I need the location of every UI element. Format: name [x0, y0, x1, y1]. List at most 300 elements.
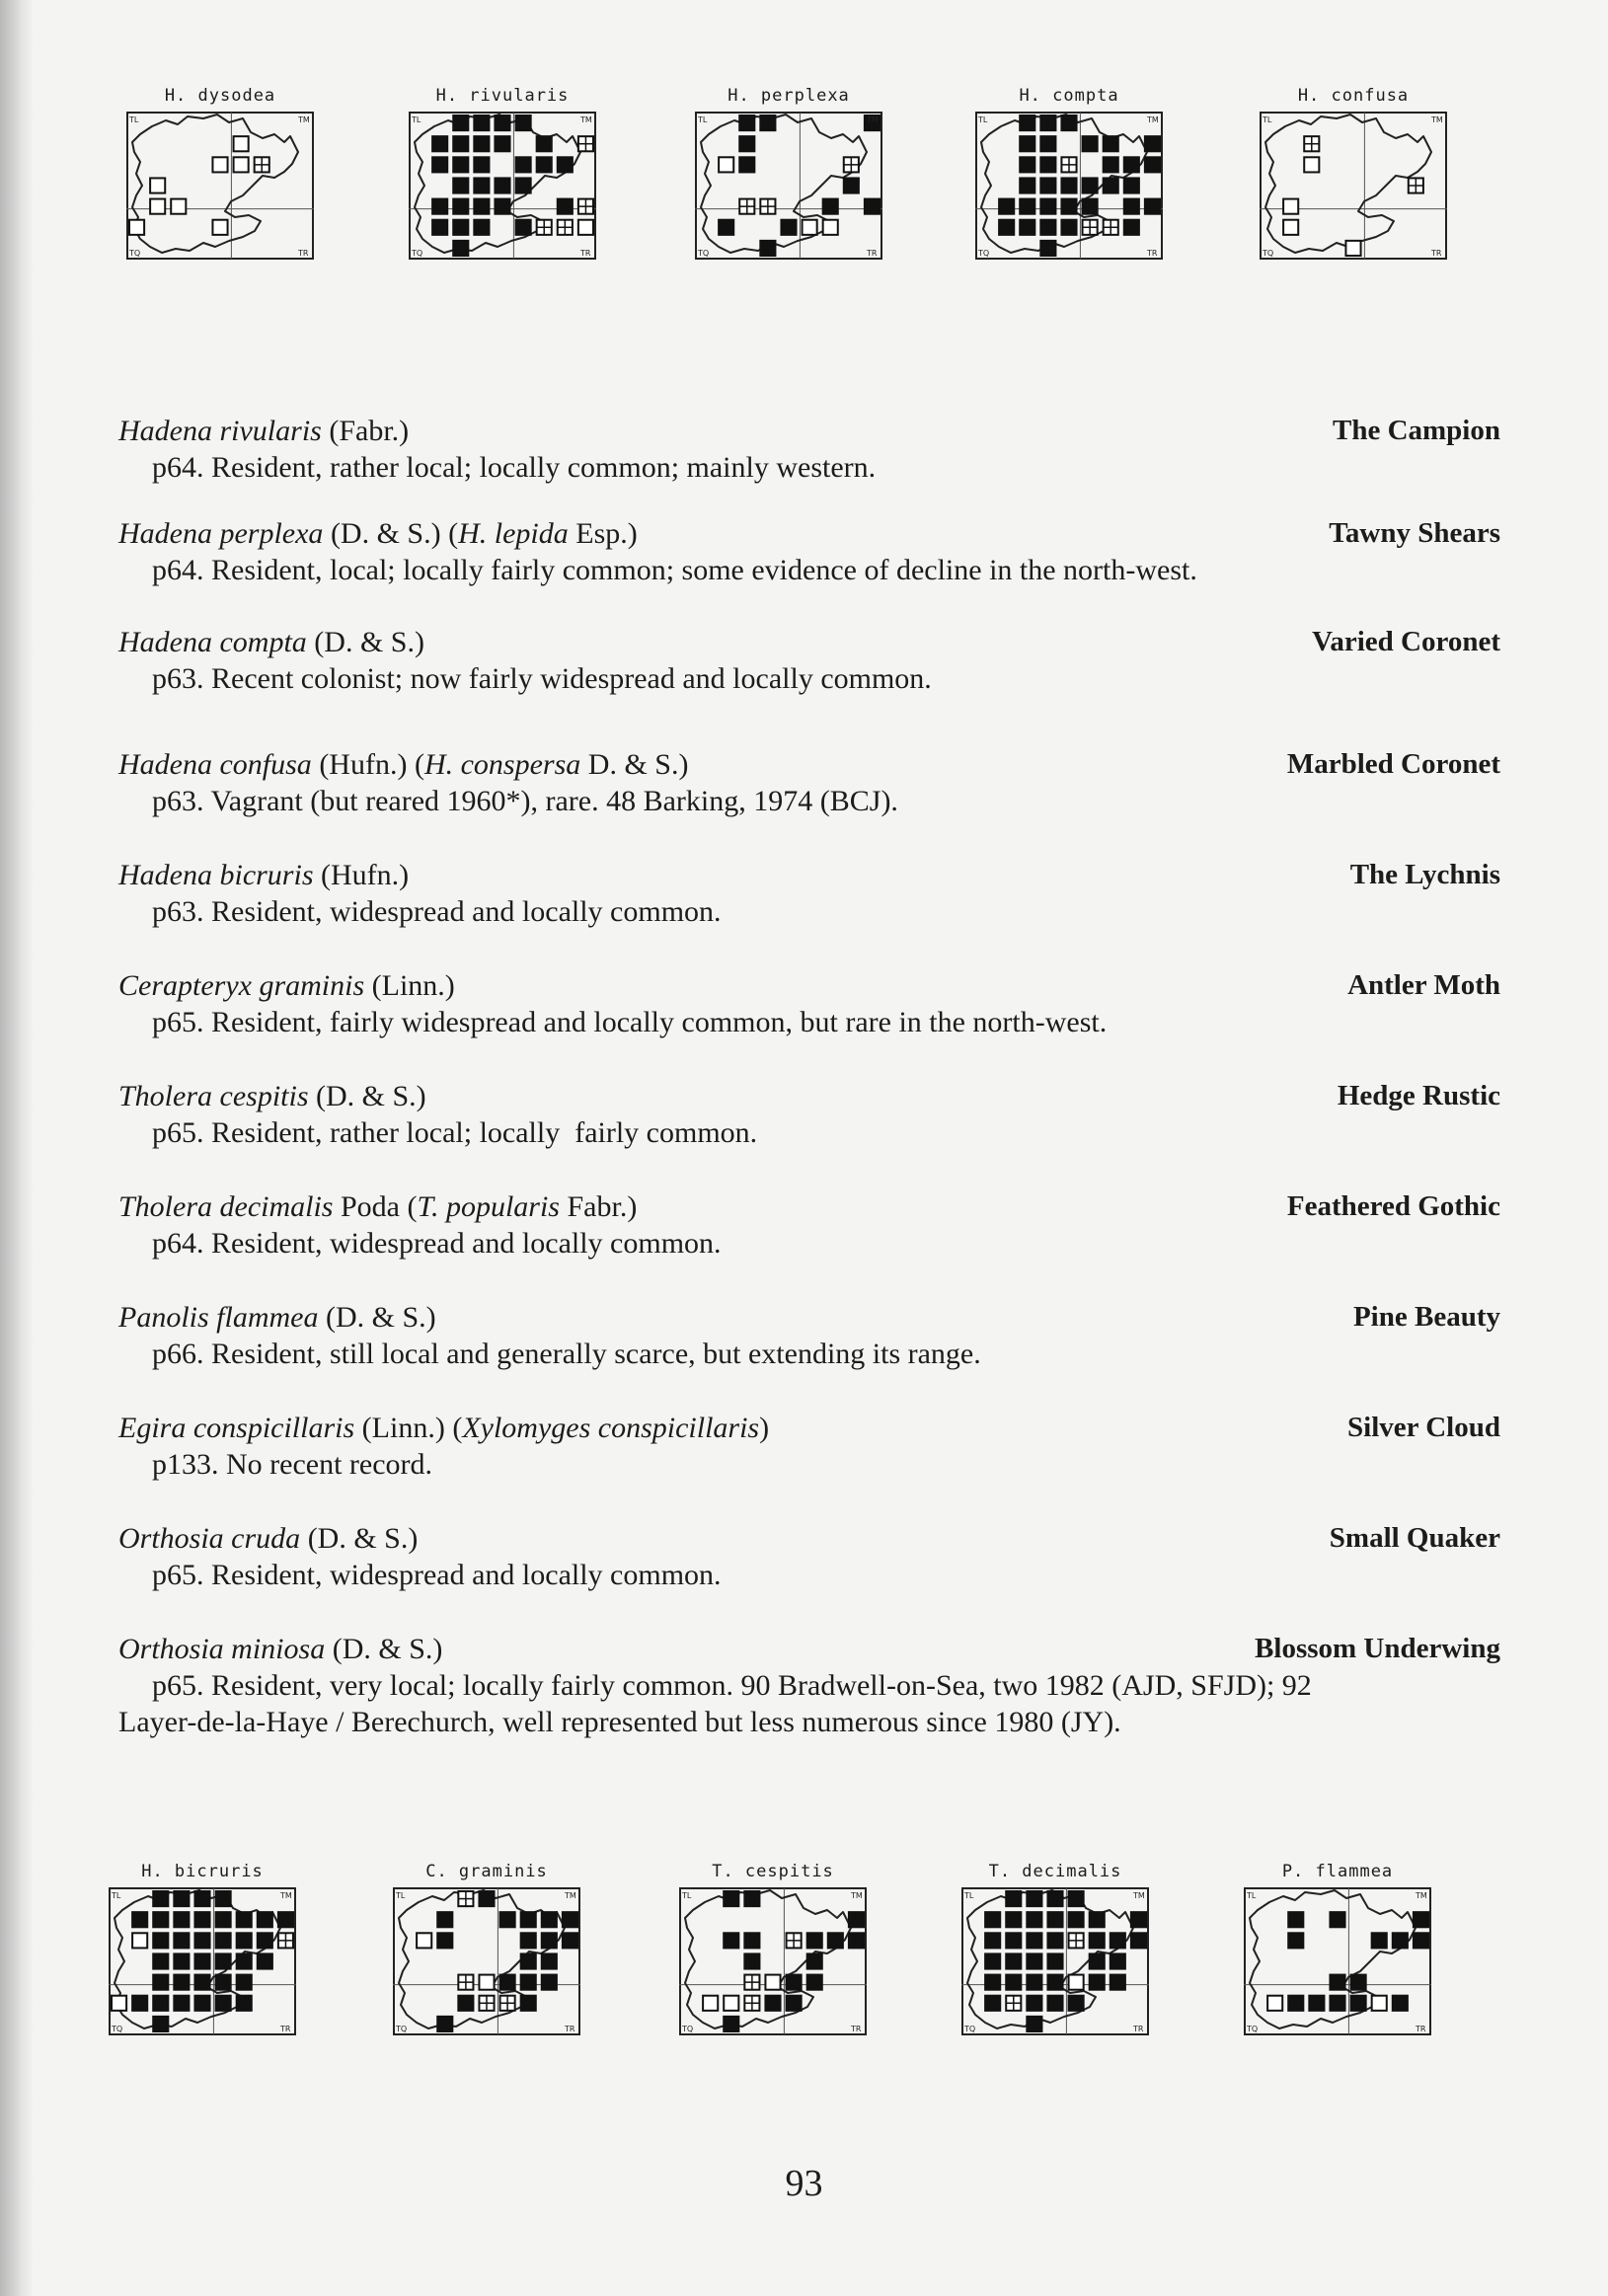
- record-square: [173, 1911, 190, 1928]
- record-square: [236, 1995, 253, 2012]
- record-square: [520, 1995, 537, 2012]
- synonym-open: (: [452, 1412, 463, 1444]
- record-square: [1082, 177, 1099, 193]
- old-record-square: [724, 1996, 738, 2011]
- map-title: H. dysodea: [164, 86, 276, 106]
- record-square: [452, 198, 469, 215]
- record-square: [499, 1911, 516, 1928]
- record-square: [1026, 1974, 1042, 1991]
- record-square: [1026, 2016, 1042, 2032]
- record-square: [1103, 177, 1119, 193]
- grid-square-label: TQ: [1247, 2025, 1259, 2033]
- record-square: [152, 1890, 169, 1907]
- grid-square-label: TQ: [412, 249, 423, 258]
- record-square: [1144, 156, 1161, 173]
- author-citation: (D. & S.): [306, 626, 424, 658]
- record-square: [1287, 1932, 1304, 1949]
- record-square: [478, 1890, 495, 1907]
- species-notes: p64. Resident, local; locally fairly common; some evidence of decline in the north-west.: [152, 554, 1197, 586]
- record-square: [738, 135, 755, 152]
- record-square: [452, 156, 469, 173]
- record-square: [1005, 1932, 1022, 1949]
- record-square: [436, 1932, 453, 1949]
- record-square: [1130, 1911, 1147, 1928]
- grid-square-label: TQ: [129, 249, 141, 258]
- common-name: Small Quaker: [1329, 1522, 1500, 1554]
- record-square: [1005, 1974, 1022, 1991]
- species-notes-continued: Layer-de-la-Haye / Berechurch, well represented but less numerous since 1980 (JY).: [118, 1706, 1121, 1738]
- species-heading: [118, 857, 1500, 893]
- species-entry: [118, 967, 1500, 1040]
- common-name: Hedge Rustic: [1337, 1080, 1500, 1111]
- record-square: [277, 1911, 294, 1928]
- author-citation: (Hufn.): [311, 748, 415, 781]
- record-square: [1110, 1932, 1126, 1949]
- grid-square-label: TR: [580, 249, 591, 258]
- scientific-name: Hadena compta: [118, 626, 307, 658]
- record-square: [473, 219, 490, 236]
- record-square: [1082, 135, 1099, 152]
- record-square: [984, 1952, 1001, 1969]
- common-name: Blossom Underwing: [1255, 1633, 1500, 1664]
- common-name: Antler Moth: [1347, 969, 1500, 1001]
- record-square: [1392, 1995, 1409, 2012]
- synonym-name: T. popularis: [417, 1190, 560, 1223]
- record-square: [1089, 1932, 1106, 1949]
- record-square: [494, 135, 510, 152]
- species-heading: [118, 1188, 1500, 1225]
- record-square: [152, 1932, 169, 1949]
- record-square: [473, 115, 490, 131]
- record-square: [473, 156, 490, 173]
- grid-square-label: TL: [412, 115, 421, 124]
- distribution-map: [1234, 1861, 1441, 2088]
- common-name: Pine Beauty: [1352, 1301, 1500, 1333]
- record-square: [1413, 1932, 1429, 1949]
- record-square: [173, 1890, 190, 1907]
- distribution-map: [399, 85, 606, 312]
- record-square: [152, 1995, 169, 2012]
- map-title: H. compta: [1019, 86, 1119, 106]
- old-record-square: [417, 1933, 431, 1948]
- record-square: [759, 240, 776, 257]
- page-number: 93: [785, 2163, 823, 2204]
- map-title: H. confusa: [1297, 86, 1410, 106]
- species-entry: [118, 1299, 1500, 1372]
- species-heading: [118, 1631, 1500, 1667]
- record-square: [1019, 177, 1035, 193]
- grid-square-label: TL: [1263, 115, 1272, 124]
- record-square: [1144, 198, 1161, 215]
- record-square: [215, 1911, 232, 1928]
- record-square: [431, 135, 448, 152]
- record-square: [452, 115, 469, 131]
- record-square: [743, 1932, 760, 1949]
- grid-square-label: TM: [851, 1891, 863, 1900]
- record-square: [1060, 219, 1077, 236]
- grid-square-label: TM: [1431, 115, 1443, 124]
- distribution-map: [965, 85, 1173, 312]
- record-square: [152, 1974, 169, 1991]
- map-graphic: [126, 111, 314, 308]
- grid-square-label: TL: [1247, 1891, 1257, 1900]
- record-square: [1103, 156, 1119, 173]
- species-notes: p65. Resident, rather local; locally fairly common.: [152, 1116, 758, 1149]
- species-list: [118, 413, 1500, 1740]
- grid-square-label: TQ: [112, 2025, 123, 2033]
- species-heading: [118, 624, 1500, 660]
- record-square: [152, 1911, 169, 1928]
- record-square: [723, 2016, 739, 2032]
- species-heading: [118, 746, 1500, 783]
- record-square: [520, 1974, 537, 1991]
- old-record-square: [171, 199, 186, 214]
- map-frame: [1245, 1888, 1430, 2034]
- record-square: [152, 2016, 169, 2032]
- record-square: [1005, 1911, 1022, 1928]
- record-square: [723, 1890, 739, 1907]
- author-citation: (Linn.): [364, 969, 455, 1002]
- synonym-author: D. & S.): [580, 748, 689, 781]
- record-square: [193, 1974, 210, 1991]
- record-square: [822, 198, 839, 215]
- record-square: [1060, 198, 1077, 215]
- record-square: [193, 1911, 210, 1928]
- record-square: [499, 1974, 516, 1991]
- record-square: [780, 219, 797, 236]
- old-record-square: [234, 157, 249, 172]
- record-square: [215, 1952, 232, 1969]
- map-graphic: [109, 1886, 296, 2084]
- record-square: [1123, 198, 1140, 215]
- synonym-author: Esp.): [568, 517, 638, 550]
- record-square: [1089, 1974, 1106, 1991]
- old-record-square: [578, 220, 593, 235]
- map-graphic: [695, 111, 882, 308]
- record-square: [562, 1932, 578, 1949]
- distribution-map: [99, 1861, 306, 2088]
- old-record-square: [1069, 1975, 1084, 1990]
- old-record-square: [479, 1975, 494, 1990]
- record-square: [1026, 1932, 1042, 1949]
- map-graphic: [1260, 111, 1447, 308]
- record-square: [1068, 1995, 1085, 2012]
- record-square: [193, 1890, 210, 1907]
- species-entry: [118, 624, 1500, 697]
- old-record-square: [132, 1933, 147, 1948]
- record-square: [998, 219, 1015, 236]
- grid-square-label: TM: [580, 115, 592, 124]
- author-citation: (Fabr.): [321, 415, 410, 447]
- record-square: [723, 1932, 739, 1949]
- synonym-open: (: [407, 1190, 418, 1223]
- scientific-name: Hadena confusa: [118, 748, 312, 781]
- record-square: [473, 177, 490, 193]
- species-heading: [118, 1299, 1500, 1336]
- grid-square-label: TR: [1147, 249, 1158, 258]
- record-square: [984, 1932, 1001, 1949]
- grid-square-label: TM: [867, 115, 879, 124]
- record-square: [494, 198, 510, 215]
- grid-square-label: TL: [112, 1891, 121, 1900]
- synonym-author: ): [759, 1412, 770, 1444]
- record-square: [1123, 156, 1140, 173]
- record-square: [1026, 1952, 1042, 1969]
- scientific-name: Hadena rivularis: [118, 415, 322, 447]
- species-heading: [118, 1078, 1500, 1114]
- map-graphic: [975, 111, 1163, 308]
- old-record-square: [719, 157, 733, 172]
- old-record-square: [1372, 1996, 1387, 2011]
- record-square: [1089, 1952, 1106, 1969]
- map-title: H. rivularis: [435, 86, 570, 106]
- record-square: [131, 1995, 148, 2012]
- record-square: [1019, 219, 1035, 236]
- record-square: [1103, 135, 1119, 152]
- grid-square-label: TQ: [682, 2025, 694, 2033]
- map-frame: [680, 1888, 866, 2034]
- author-citation: Poda: [333, 1190, 408, 1223]
- record-square: [864, 198, 881, 215]
- scientific-name: Hadena perplexa: [118, 517, 324, 550]
- record-square: [562, 1911, 578, 1928]
- record-square: [1005, 1890, 1022, 1907]
- record-square: [1123, 177, 1140, 193]
- record-square: [431, 156, 448, 173]
- record-square: [738, 115, 755, 131]
- record-square: [718, 219, 734, 236]
- grid-square-label: TM: [280, 1891, 292, 1900]
- map-graphic: [409, 111, 596, 308]
- record-square: [541, 1974, 558, 1991]
- species-entry: [118, 746, 1500, 819]
- record-square: [193, 1995, 210, 2012]
- grid-square-label: TL: [964, 1891, 974, 1900]
- record-square: [786, 1995, 803, 2012]
- record-square: [541, 1932, 558, 1949]
- map-graphic: [1244, 1886, 1431, 2084]
- record-square: [806, 1952, 823, 1969]
- grid-square-label: TM: [1416, 1891, 1427, 1900]
- record-square: [536, 135, 553, 152]
- record-square: [173, 1995, 190, 2012]
- map-graphic: [961, 1886, 1149, 2084]
- scientific-name: Cerapteryx graminis: [118, 969, 365, 1002]
- author-citation: (D. & S.): [318, 1301, 436, 1334]
- grid-square-label: TR: [867, 249, 878, 258]
- record-square: [1308, 1995, 1325, 2012]
- scientific-name: Panolis flammea: [118, 1301, 319, 1334]
- species-notes: p64. Resident, widespread and locally common.: [152, 1227, 722, 1260]
- record-square: [1019, 135, 1035, 152]
- scientific-name: Hadena bicruris: [118, 859, 314, 891]
- record-square: [173, 1974, 190, 1991]
- species-notes: p63. Vagrant (but reared 1960*), rare. 48 Barking, 1974 (BCJ).: [152, 785, 898, 817]
- record-square: [1082, 198, 1099, 215]
- author-citation: (D. & S.): [323, 517, 449, 550]
- species-notes: p133. No recent record.: [152, 1448, 433, 1481]
- grid-square-label: TR: [1431, 249, 1442, 258]
- synonym-open: (: [448, 517, 459, 550]
- author-citation: (Linn.): [354, 1412, 453, 1444]
- record-square: [257, 1911, 273, 1928]
- record-square: [215, 1890, 232, 1907]
- scientific-name: Orthosia miniosa: [118, 1633, 326, 1665]
- scientific-name: Tholera cespitis: [118, 1080, 309, 1112]
- old-record-square: [1304, 157, 1319, 172]
- record-square: [1039, 240, 1056, 257]
- record-square: [1350, 1995, 1367, 2012]
- record-square: [1039, 115, 1056, 131]
- record-square: [1130, 1932, 1147, 1949]
- map-title: T. decimalis: [988, 1862, 1122, 1881]
- record-square: [827, 1932, 844, 1949]
- record-square: [452, 177, 469, 193]
- map-title: C. graminis: [425, 1862, 548, 1881]
- common-name: Tawny Shears: [1329, 517, 1500, 549]
- species-notes: p64. Resident, rather local; locally common; mainly western.: [152, 451, 877, 484]
- old-record-square: [212, 157, 227, 172]
- record-square: [1329, 1995, 1345, 2012]
- record-square: [786, 1974, 803, 1991]
- common-name: Marbled Coronet: [1286, 748, 1500, 780]
- record-square: [452, 219, 469, 236]
- record-square: [1046, 1974, 1063, 1991]
- old-record-square: [212, 220, 227, 235]
- record-square: [452, 135, 469, 152]
- synonym-open: (: [414, 748, 424, 781]
- record-square: [1110, 1974, 1126, 1991]
- record-square: [152, 1952, 169, 1969]
- author-citation: (D. & S.): [325, 1633, 443, 1665]
- synonym-author: Fabr.): [559, 1190, 638, 1223]
- record-square: [541, 1911, 558, 1928]
- species-entry: [118, 1631, 1500, 1740]
- record-square: [494, 177, 510, 193]
- distribution-map: [1250, 85, 1457, 312]
- common-name: Varied Coronet: [1312, 626, 1500, 657]
- record-square: [806, 1974, 823, 1991]
- record-square: [1413, 1911, 1429, 1928]
- grid-square-label: TQ: [1263, 249, 1274, 258]
- record-square: [193, 1952, 210, 1969]
- record-square: [1123, 219, 1140, 236]
- record-square: [806, 1932, 823, 1949]
- record-square: [843, 177, 860, 193]
- record-square: [1046, 1932, 1063, 1949]
- record-square: [1329, 1974, 1345, 1991]
- record-square: [536, 156, 553, 173]
- synonym-name: Xylomyges conspicillaris: [462, 1412, 760, 1444]
- species-heading: [118, 413, 1500, 449]
- distribution-map: [383, 1861, 590, 2088]
- synonym-name: H. lepida: [458, 517, 569, 550]
- old-record-square: [129, 220, 144, 235]
- grid-square-label: TM: [1147, 115, 1159, 124]
- old-record-square: [703, 1996, 718, 2011]
- old-record-square: [823, 220, 838, 235]
- record-square: [520, 1911, 537, 1928]
- record-square: [1039, 177, 1056, 193]
- map-title: T. cespitis: [712, 1862, 834, 1881]
- scientific-name: Tholera decimalis: [118, 1190, 334, 1223]
- map-title: H. perplexa: [727, 86, 850, 106]
- author-citation: (Hufn.): [313, 859, 410, 891]
- grid-square-label: TL: [682, 1891, 692, 1900]
- species-heading: [118, 967, 1500, 1004]
- record-square: [215, 1974, 232, 1991]
- synonym-name: H. conspersa: [423, 748, 581, 781]
- old-record-square: [1283, 199, 1298, 214]
- record-square: [1060, 115, 1077, 131]
- record-square: [236, 1932, 253, 1949]
- record-square: [1392, 1932, 1409, 1949]
- record-square: [1110, 1952, 1126, 1969]
- species-entry: [118, 1078, 1500, 1151]
- grid-square-label: TR: [851, 2025, 862, 2033]
- record-square: [1350, 1974, 1367, 1991]
- record-square: [1089, 1911, 1106, 1928]
- record-square: [515, 115, 532, 131]
- species-heading: [118, 515, 1500, 552]
- record-square: [764, 1995, 781, 2012]
- author-citation: (D. & S.): [308, 1080, 426, 1112]
- species-entry: [118, 515, 1500, 588]
- record-square: [1329, 1911, 1345, 1928]
- map-graphic: [679, 1886, 867, 2084]
- record-square: [193, 1932, 210, 1949]
- record-square: [1026, 1911, 1042, 1928]
- grid-square-label: TQ: [396, 2025, 408, 2033]
- record-square: [520, 1952, 537, 1969]
- common-name: Silver Cloud: [1347, 1412, 1500, 1443]
- species-entry: [118, 1520, 1500, 1593]
- record-square: [131, 1911, 148, 1928]
- common-name: Feathered Gothic: [1286, 1190, 1500, 1222]
- record-square: [541, 1952, 558, 1969]
- record-square: [984, 1995, 1001, 2012]
- record-square: [215, 1995, 232, 2012]
- grid-square-label: TL: [978, 115, 988, 124]
- record-square: [1019, 156, 1035, 173]
- record-square: [557, 198, 574, 215]
- record-square: [515, 219, 532, 236]
- record-square: [436, 1911, 453, 1928]
- distribution-map: [116, 85, 324, 312]
- record-square: [473, 198, 490, 215]
- species-entry: [118, 1188, 1500, 1262]
- record-square: [984, 1974, 1001, 1991]
- grid-square-label: TR: [280, 2025, 291, 2033]
- record-square: [1019, 198, 1035, 215]
- old-record-square: [1267, 1996, 1282, 2011]
- species-heading: [118, 1410, 1500, 1446]
- grid-square-label: TL: [129, 115, 139, 124]
- species-notes: p65. Resident, fairly widespread and locally common, but rare in the north-west.: [152, 1006, 1108, 1038]
- record-square: [1046, 1890, 1063, 1907]
- grid-square-label: TM: [298, 115, 310, 124]
- record-square: [998, 198, 1015, 215]
- record-square: [515, 156, 532, 173]
- record-square: [236, 1974, 253, 1991]
- grid-square-label: TQ: [698, 249, 710, 258]
- record-square: [1046, 1911, 1063, 1928]
- record-square: [848, 1932, 865, 1949]
- species-notes: p65. Resident, very local; locally fairly common. 90 Bradwell-on-Sea, two 1982 (AJD, SFJD); 92: [152, 1669, 1312, 1702]
- record-square: [1287, 1995, 1304, 2012]
- record-square: [1046, 1995, 1063, 2012]
- record-square: [1144, 135, 1161, 152]
